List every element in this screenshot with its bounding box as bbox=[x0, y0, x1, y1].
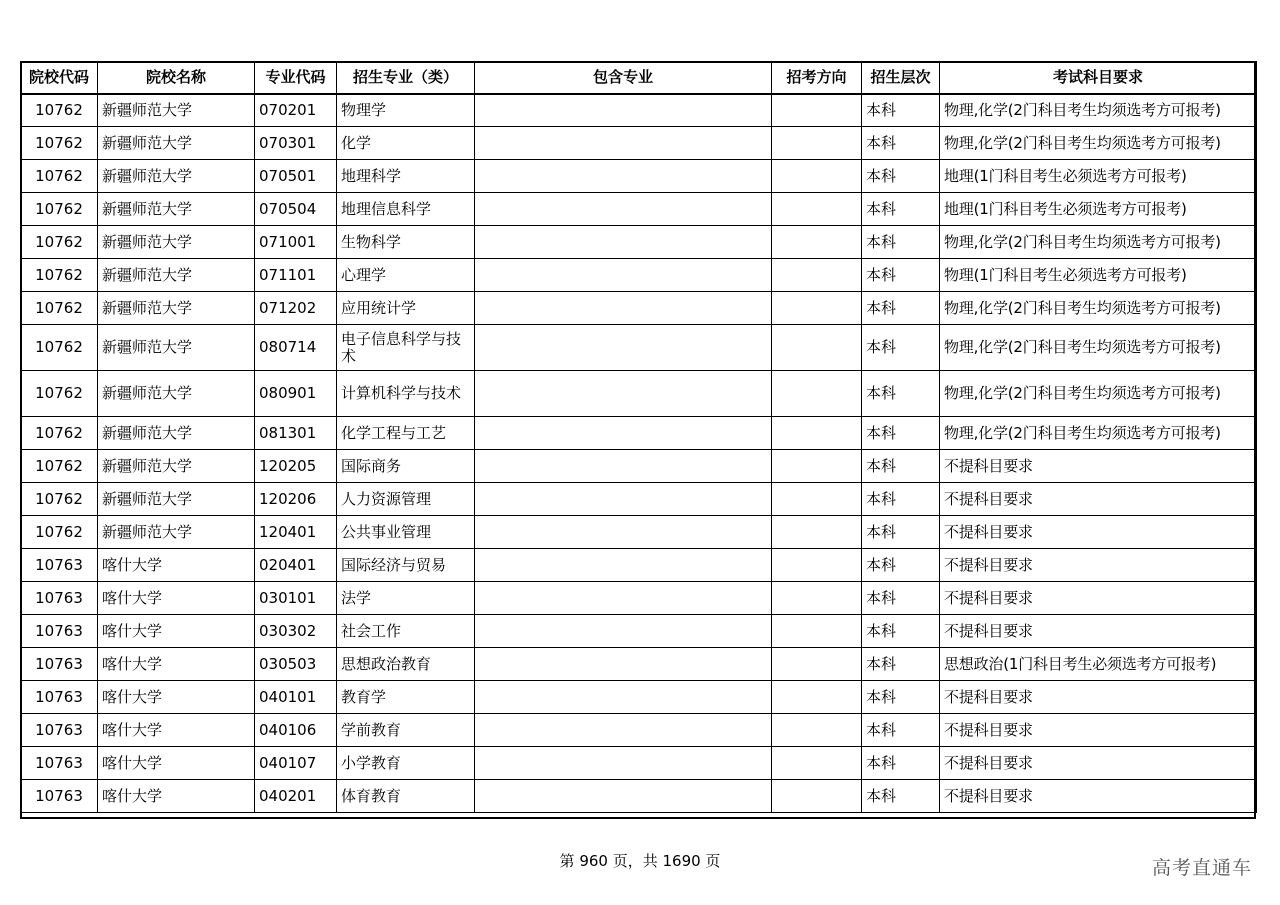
included-majors-cell bbox=[475, 549, 772, 582]
page-number: 第 960 页，共 1690 页 bbox=[559, 852, 721, 870]
major-code-cell: 120401 bbox=[255, 516, 337, 549]
major-code-cell: 080901 bbox=[255, 371, 337, 417]
school-name-cell: 新疆师范大学 bbox=[98, 94, 255, 127]
direction-cell bbox=[772, 714, 862, 747]
header-major: 招生专业（类） bbox=[337, 62, 475, 94]
table-row bbox=[21, 516, 1257, 549]
school-name-cell: 喀什大学 bbox=[98, 747, 255, 780]
header-school-name: 院校名称 bbox=[98, 62, 255, 94]
school-code-cell: 10762 bbox=[21, 127, 98, 160]
school-name-cell: 新疆师范大学 bbox=[98, 226, 255, 259]
major-code-cell: 120206 bbox=[255, 483, 337, 516]
header-level: 招生层次 bbox=[862, 62, 940, 94]
direction-cell bbox=[772, 582, 862, 615]
school-name-cell: 喀什大学 bbox=[98, 615, 255, 648]
direction-cell bbox=[772, 483, 862, 516]
subject-requirement-cell: 不提科目要求 bbox=[940, 714, 1257, 747]
major-cell: 教育学 bbox=[337, 681, 475, 714]
school-code-cell: 10762 bbox=[21, 371, 98, 417]
table-row bbox=[21, 417, 1257, 450]
included-majors-cell bbox=[475, 681, 772, 714]
direction-cell bbox=[772, 681, 862, 714]
major-code-cell: 070504 bbox=[255, 193, 337, 226]
major-cell: 社会工作 bbox=[337, 615, 475, 648]
direction-cell bbox=[772, 127, 862, 160]
header-school-code: 院校代码 bbox=[21, 62, 98, 94]
table-row bbox=[21, 780, 1257, 813]
school-name-cell: 新疆师范大学 bbox=[98, 516, 255, 549]
direction-cell bbox=[772, 615, 862, 648]
school-name-cell: 喀什大学 bbox=[98, 582, 255, 615]
included-majors-cell bbox=[475, 160, 772, 193]
major-cell: 应用统计学 bbox=[337, 292, 475, 325]
table-row bbox=[21, 160, 1257, 193]
level-cell: 本科 bbox=[862, 681, 940, 714]
direction-cell bbox=[772, 160, 862, 193]
level-cell: 本科 bbox=[862, 780, 940, 813]
major-code-cell: 040101 bbox=[255, 681, 337, 714]
direction-cell bbox=[772, 450, 862, 483]
school-name-cell: 喀什大学 bbox=[98, 714, 255, 747]
school-code-cell: 10762 bbox=[21, 417, 98, 450]
major-cell: 国际经济与贸易 bbox=[337, 549, 475, 582]
major-code-cell: 030302 bbox=[255, 615, 337, 648]
table-row bbox=[21, 450, 1257, 483]
subject-requirement-cell: 不提科目要求 bbox=[940, 549, 1257, 582]
subject-requirement-cell: 物理,化学(2门科目考生均须选考方可报考) bbox=[940, 325, 1257, 371]
school-name-cell: 新疆师范大学 bbox=[98, 193, 255, 226]
major-code-cell: 071101 bbox=[255, 259, 337, 292]
level-cell: 本科 bbox=[862, 747, 940, 780]
subject-requirement-cell: 物理,化学(2门科目考生均须选考方可报考) bbox=[940, 127, 1257, 160]
major-cell: 小学教育 bbox=[337, 747, 475, 780]
major-cell: 国际商务 bbox=[337, 450, 475, 483]
school-code-cell: 10762 bbox=[21, 325, 98, 371]
direction-cell bbox=[772, 747, 862, 780]
subject-requirement-cell: 不提科目要求 bbox=[940, 483, 1257, 516]
school-name-cell: 新疆师范大学 bbox=[98, 417, 255, 450]
level-cell: 本科 bbox=[862, 516, 940, 549]
table-row bbox=[21, 747, 1257, 780]
subject-requirement-cell: 不提科目要求 bbox=[940, 582, 1257, 615]
major-cell: 地理信息科学 bbox=[337, 193, 475, 226]
included-majors-cell bbox=[475, 226, 772, 259]
table-row bbox=[21, 226, 1257, 259]
table-row bbox=[21, 714, 1257, 747]
major-code-cell: 030503 bbox=[255, 648, 337, 681]
table-row bbox=[21, 94, 1257, 127]
major-cell: 人力资源管理 bbox=[337, 483, 475, 516]
major-code-cell: 020401 bbox=[255, 549, 337, 582]
school-code-cell: 10762 bbox=[21, 483, 98, 516]
table-row bbox=[21, 259, 1257, 292]
major-cell: 公共事业管理 bbox=[337, 516, 475, 549]
table-row bbox=[21, 582, 1257, 615]
major-cell: 计算机科学与技术 bbox=[337, 371, 475, 417]
subject-requirement-cell: 物理(1门科目考生必须选考方可报考) bbox=[940, 259, 1257, 292]
school-code-cell: 10763 bbox=[21, 714, 98, 747]
major-code-cell: 070301 bbox=[255, 127, 337, 160]
school-code-cell: 10762 bbox=[21, 516, 98, 549]
level-cell: 本科 bbox=[862, 160, 940, 193]
major-code-cell: 040201 bbox=[255, 780, 337, 813]
level-cell: 本科 bbox=[862, 648, 940, 681]
direction-cell bbox=[772, 259, 862, 292]
level-cell: 本科 bbox=[862, 325, 940, 371]
level-cell: 本科 bbox=[862, 94, 940, 127]
header-subject-requirement: 考试科目要求 bbox=[940, 62, 1257, 94]
major-code-cell: 070201 bbox=[255, 94, 337, 127]
level-cell: 本科 bbox=[862, 714, 940, 747]
admission-table bbox=[20, 61, 1257, 813]
school-name-cell: 喀什大学 bbox=[98, 648, 255, 681]
major-code-cell: 040107 bbox=[255, 747, 337, 780]
major-cell: 体育教育 bbox=[337, 780, 475, 813]
included-majors-cell bbox=[475, 483, 772, 516]
school-name-cell: 新疆师范大学 bbox=[98, 127, 255, 160]
major-code-cell: 030101 bbox=[255, 582, 337, 615]
subject-requirement-cell: 不提科目要求 bbox=[940, 780, 1257, 813]
included-majors-cell bbox=[475, 615, 772, 648]
header-row bbox=[21, 62, 1257, 94]
table-row bbox=[21, 681, 1257, 714]
subject-requirement-cell: 不提科目要求 bbox=[940, 450, 1257, 483]
level-cell: 本科 bbox=[862, 371, 940, 417]
school-code-cell: 10762 bbox=[21, 259, 98, 292]
major-code-cell: 071202 bbox=[255, 292, 337, 325]
level-cell: 本科 bbox=[862, 483, 940, 516]
school-name-cell: 新疆师范大学 bbox=[98, 325, 255, 371]
included-majors-cell bbox=[475, 582, 772, 615]
watermark-text: 高考直通车 bbox=[1151, 857, 1252, 879]
school-code-cell: 10763 bbox=[21, 681, 98, 714]
included-majors-cell bbox=[475, 648, 772, 681]
direction-cell bbox=[772, 417, 862, 450]
direction-cell bbox=[772, 292, 862, 325]
school-code-cell: 10763 bbox=[21, 648, 98, 681]
included-majors-cell bbox=[475, 127, 772, 160]
table-row bbox=[21, 648, 1257, 681]
table-body bbox=[21, 94, 1257, 813]
school-code-cell: 10763 bbox=[21, 582, 98, 615]
subject-requirement-cell: 不提科目要求 bbox=[940, 747, 1257, 780]
school-code-cell: 10762 bbox=[21, 226, 98, 259]
subject-requirement-cell: 地理(1门科目考生必须选考方可报考) bbox=[940, 193, 1257, 226]
included-majors-cell bbox=[475, 325, 772, 371]
school-name-cell: 喀什大学 bbox=[98, 681, 255, 714]
school-name-cell: 新疆师范大学 bbox=[98, 371, 255, 417]
school-code-cell: 10763 bbox=[21, 549, 98, 582]
level-cell: 本科 bbox=[862, 615, 940, 648]
included-majors-cell bbox=[475, 259, 772, 292]
direction-cell bbox=[772, 648, 862, 681]
school-code-cell: 10762 bbox=[21, 292, 98, 325]
level-cell: 本科 bbox=[862, 259, 940, 292]
subject-requirement-cell: 不提科目要求 bbox=[940, 681, 1257, 714]
school-name-cell: 新疆师范大学 bbox=[98, 160, 255, 193]
school-name-cell: 喀什大学 bbox=[98, 780, 255, 813]
table-row bbox=[21, 549, 1257, 582]
table-row bbox=[21, 615, 1257, 648]
subject-requirement-cell: 物理,化学(2门科目考生均须选考方可报考) bbox=[940, 417, 1257, 450]
table-row bbox=[21, 325, 1257, 371]
included-majors-cell bbox=[475, 780, 772, 813]
included-majors-cell bbox=[475, 193, 772, 226]
major-code-cell: 070501 bbox=[255, 160, 337, 193]
included-majors-cell bbox=[475, 450, 772, 483]
subject-requirement-cell: 地理(1门科目考生必须选考方可报考) bbox=[940, 160, 1257, 193]
direction-cell bbox=[772, 549, 862, 582]
direction-cell bbox=[772, 371, 862, 417]
major-code-cell: 081301 bbox=[255, 417, 337, 450]
included-majors-cell bbox=[475, 417, 772, 450]
major-cell: 物理学 bbox=[337, 94, 475, 127]
table-row bbox=[21, 371, 1257, 417]
subject-requirement-cell: 物理,化学(2门科目考生均须选考方可报考) bbox=[940, 292, 1257, 325]
table-header bbox=[21, 62, 1257, 94]
major-code-cell: 071001 bbox=[255, 226, 337, 259]
included-majors-cell bbox=[475, 516, 772, 549]
subject-requirement-cell: 思想政治(1门科目考生必须选考方可报考) bbox=[940, 648, 1257, 681]
major-cell: 化学工程与工艺 bbox=[337, 417, 475, 450]
major-cell: 法学 bbox=[337, 582, 475, 615]
included-majors-cell bbox=[475, 714, 772, 747]
major-code-cell: 120205 bbox=[255, 450, 337, 483]
school-name-cell: 新疆师范大学 bbox=[98, 483, 255, 516]
direction-cell bbox=[772, 193, 862, 226]
subject-requirement-cell: 物理,化学(2门科目考生均须选考方可报考) bbox=[940, 371, 1257, 417]
level-cell: 本科 bbox=[862, 450, 940, 483]
level-cell: 本科 bbox=[862, 226, 940, 259]
direction-cell bbox=[772, 516, 862, 549]
direction-cell bbox=[772, 94, 862, 127]
header-included-majors: 包含专业 bbox=[475, 62, 772, 94]
header-direction: 招考方向 bbox=[772, 62, 862, 94]
direction-cell bbox=[772, 780, 862, 813]
level-cell: 本科 bbox=[862, 549, 940, 582]
subject-requirement-cell: 不提科目要求 bbox=[940, 615, 1257, 648]
school-code-cell: 10763 bbox=[21, 747, 98, 780]
included-majors-cell bbox=[475, 292, 772, 325]
included-majors-cell bbox=[475, 94, 772, 127]
header-major-code: 专业代码 bbox=[255, 62, 337, 94]
included-majors-cell bbox=[475, 747, 772, 780]
school-code-cell: 10762 bbox=[21, 94, 98, 127]
level-cell: 本科 bbox=[862, 193, 940, 226]
major-cell: 学前教育 bbox=[337, 714, 475, 747]
school-code-cell: 10762 bbox=[21, 193, 98, 226]
level-cell: 本科 bbox=[862, 292, 940, 325]
school-name-cell: 新疆师范大学 bbox=[98, 259, 255, 292]
table-row bbox=[21, 292, 1257, 325]
level-cell: 本科 bbox=[862, 127, 940, 160]
level-cell: 本科 bbox=[862, 582, 940, 615]
school-code-cell: 10763 bbox=[21, 615, 98, 648]
major-cell: 思想政治教育 bbox=[337, 648, 475, 681]
school-code-cell: 10763 bbox=[21, 780, 98, 813]
school-name-cell: 新疆师范大学 bbox=[98, 292, 255, 325]
table-row bbox=[21, 483, 1257, 516]
table-row bbox=[21, 127, 1257, 160]
included-majors-cell bbox=[475, 371, 772, 417]
major-cell: 电子信息科学与技术 bbox=[337, 325, 475, 371]
major-cell: 化学 bbox=[337, 127, 475, 160]
school-code-cell: 10762 bbox=[21, 450, 98, 483]
direction-cell bbox=[772, 226, 862, 259]
major-cell: 地理科学 bbox=[337, 160, 475, 193]
major-cell: 生物科学 bbox=[337, 226, 475, 259]
level-cell: 本科 bbox=[862, 417, 940, 450]
school-name-cell: 喀什大学 bbox=[98, 549, 255, 582]
major-code-cell: 040106 bbox=[255, 714, 337, 747]
school-name-cell: 新疆师范大学 bbox=[98, 450, 255, 483]
direction-cell bbox=[772, 325, 862, 371]
table-row bbox=[21, 193, 1257, 226]
school-code-cell: 10762 bbox=[21, 160, 98, 193]
major-code-cell: 080714 bbox=[255, 325, 337, 371]
subject-requirement-cell: 不提科目要求 bbox=[940, 516, 1257, 549]
major-cell: 心理学 bbox=[337, 259, 475, 292]
subject-requirement-cell: 物理,化学(2门科目考生均须选考方可报考) bbox=[940, 94, 1257, 127]
subject-requirement-cell: 物理,化学(2门科目考生均须选考方可报考) bbox=[940, 226, 1257, 259]
